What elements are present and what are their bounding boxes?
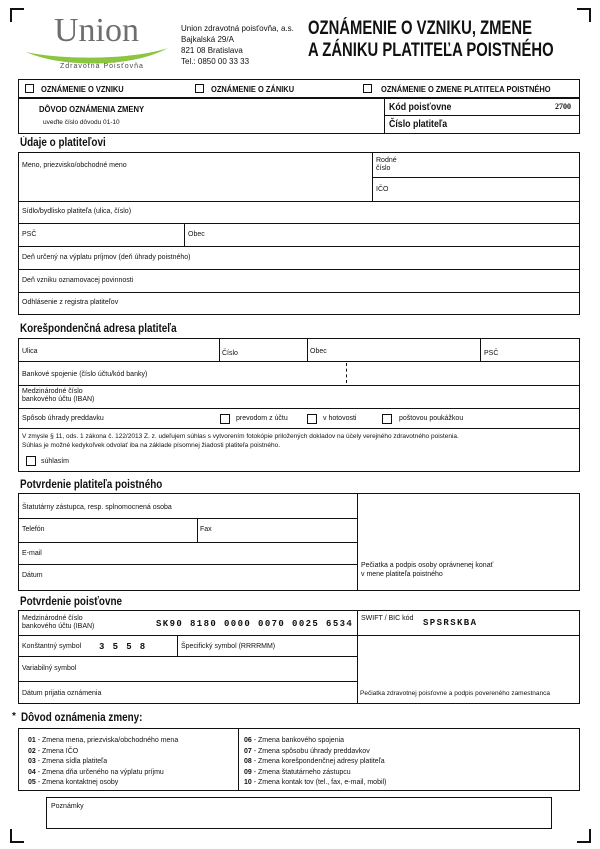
company-address [181,23,294,67]
correspondence-title: Korešpondenčná adresa platiteľa [20,323,177,335]
corr-psc-label: PSČ [484,350,499,357]
const-symbol-value: 3 5 5 8 [99,642,147,652]
corr-number-label: Číslo [222,350,238,357]
checkbox-hotovost[interactable] [307,414,317,424]
obec-label: Obec [188,231,205,238]
payer-section-table [18,152,580,315]
received-date-label: Dátum prijatia oznámenia [22,690,102,697]
reasons-table [18,728,580,791]
date-label: Dátum [22,572,43,579]
bank-label: Bankové spojenie (číslo účtu/kód banky) [22,371,148,378]
swift-value: SPSRSKBA [423,618,478,628]
notes-box[interactable] [46,797,552,829]
logo-name: Union [54,12,139,49]
company-phone: Tel.: 0850 00 33 33 [181,57,250,66]
union-logo [22,12,172,72]
payer-stamp-label: Pečiatka a podpis osoby oprávnenej konať v mene platiteľa poistného [361,562,494,578]
payer-confirmation-table [18,493,580,591]
crop-mark-top-right [577,8,591,22]
insurer-iban-label: Medzinárodné číslo bankového účtu (IBAN) [22,615,95,630]
checkbox-zanik[interactable] [195,84,204,93]
reason-label: DÔVOD OZNÁMENIA ZMENY [39,104,145,114]
insurer-code-value: 2700 [555,102,571,111]
crop-mark-bottom-left [10,829,24,843]
form-title [308,18,554,62]
variable-symbol-label: Variabilný symbol [22,665,77,672]
reason-item: 01 - Zmena mena, priezviska/obchodného mena [28,737,179,744]
insurer-iban-value: SK90 8180 0000 0070 0025 6534 [156,619,354,629]
representative-label: Štatutárny zástupca, resp. splnomocnená osoba [22,504,172,511]
correspondence-table [18,338,580,472]
const-symbol-label: Konštantný symbol [22,643,82,650]
label-zanik: OZNÁMENIE O ZÁNIKU [211,84,295,94]
method-hotovost: v hotovosti [323,415,357,422]
crop-mark-bottom-right [577,829,591,843]
reasons-right-list [244,736,386,789]
specific-symbol-label: Špecifický symbol (RRRRMM) [181,643,276,650]
label-zmena: OZNÁMENIE O ZMENE PLATITEĽA POISTNÉHO [381,84,551,94]
reason-hint: uveďte číslo dôvodu 01-10 [43,119,120,126]
checkbox-vznik[interactable] [25,84,34,93]
consent-text-1: V zmysle § 11, ods. 1 zákona č. 122/2013 Z. z. udeľujem súhlas s vytvorením fotokópie priložených dokladov na účely verejného zdravotného poistenia. [22,433,459,440]
reason-code-box [18,98,580,134]
email-label: E-mail [22,550,42,557]
insurer-confirmation-title: Potvrdenie poisťovne [20,596,123,608]
form-title-line2: A ZÁNIKU PLATITEĽA POISTNÉHO [308,40,554,61]
psc-label: PSČ [22,231,37,238]
checkbox-poukazka[interactable] [382,414,392,424]
insurer-confirmation-table [18,610,580,704]
payer-name-label: Meno, priezvisko/obchodné meno [22,162,127,169]
corr-street-label: Ulica [22,348,38,355]
payout-day-label: Deň určený na výplatu príjmov (deň úhrady poistného) [22,254,191,261]
reason-item: 03 - Zmena sídla platiteľa [28,758,108,765]
insurer-code-label: Kód poisťovne [389,102,452,113]
duty-day-label: Deň vzniku oznamovacej povinnosti [22,277,134,284]
payer-number-label: Číslo platiteľa [389,119,448,130]
address-label: Sídlo/bydlisko platiteľa (ulica, číslo) [22,208,132,215]
phone-label: Telefón [22,526,45,533]
corr-obec-label: Obec [310,348,327,355]
payer-name-field[interactable] [19,153,372,201]
reasons-asterisk: * [12,711,16,722]
reason-item: 08 - Zmena korešpondenčnej adresy platiteľa [244,758,385,765]
reason-item: 09 - Zmena štatutárneho zástupcu [244,768,351,776]
iban-label: Medzinárodné číslo bankového účtu (IBAN) [22,388,95,403]
reason-item: 10 - Zmena kontak tov (tel., fax, e-mail, mobil) [244,779,387,786]
notes-label: Poznámky [51,803,84,810]
form-title-line1: OZNÁMENIE O VZNIKU, ZMENE [308,18,532,39]
reason-item: 06 - Zmena bankového spojenia [244,737,345,744]
swift-label: SWIFT / BIC kód [361,615,414,622]
notice-type-row [18,79,580,98]
reason-item: 02 - Zmena IČO [28,747,79,755]
fax-label: Fax [200,526,212,533]
company-street: Bajkalská 29/A [181,35,234,44]
reason-item: 07 - Zmena spôsobu úhrady preddavkov [244,747,370,755]
payer-confirmation-title: Potvrdenie platiteľa poistného [20,479,163,491]
reason-item: 04 - Zmena dňa určeného na výplatu príjmu [28,768,164,776]
birth-number-label: Rodné číslo [376,157,397,172]
consent-text-2: Súhlas je možné kedykoľvek odvolať iba na základe písomnej žiadosti platiteľa poistného. [22,442,281,449]
method-prevodom: prevodom z účtu [236,415,288,422]
payer-section-title: Údaje o platiteľovi [20,137,106,149]
reason-item: 05 - Zmena kontaktnej osoby [28,779,119,786]
company-name: Union zdravotná poisťovňa, a.s. [181,24,294,33]
checkbox-zmena[interactable] [363,84,372,93]
method-poukazka: poštovou poukážkou [399,415,464,422]
company-city: 821 08 Bratislava [181,46,243,55]
reasons-left-list [28,736,178,789]
checkbox-prevodom[interactable] [220,414,230,424]
logo-subtitle: Zdravotná Poisťovňa [60,63,144,70]
consent-label: súhlasím [41,458,70,465]
checkbox-consent[interactable] [26,456,36,466]
reasons-title: Dôvod oznámenia zmeny: [21,712,143,724]
label-vznik: OZNÁMENIE O VZNIKU [41,84,124,94]
insurer-stamp-label: Pečiatka zdravotnej poisťovne a podpis povereného zamestnanca [360,690,550,697]
payment-method-label: Spôsob úhrady preddavku [22,415,104,422]
ico-label: IČO [376,186,389,193]
deregistration-label: Odhlásenie z registra platiteľov [22,299,119,306]
